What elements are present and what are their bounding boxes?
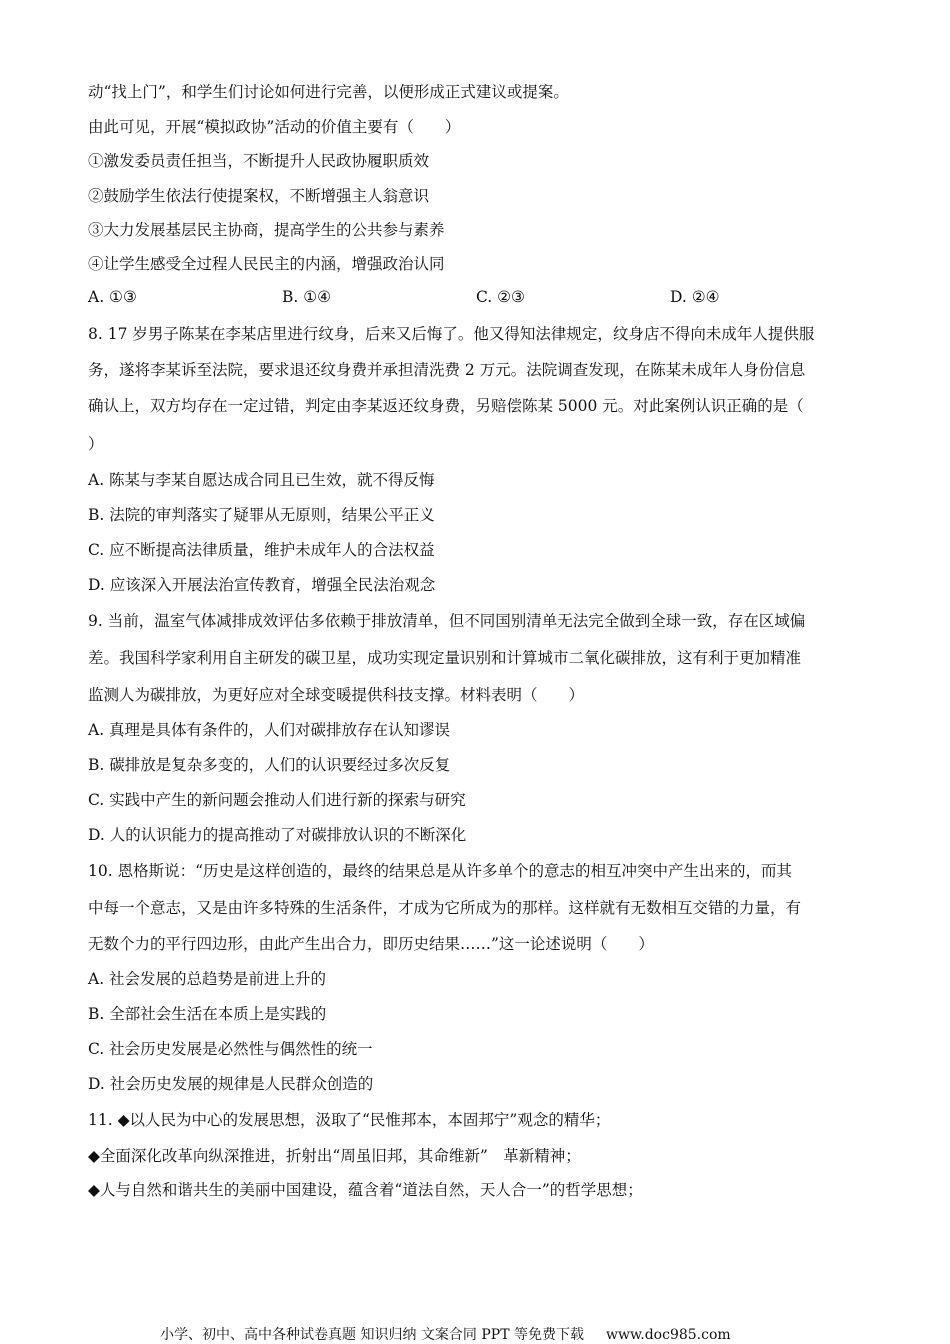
q8-option-d: D. 应该深入开展法治宣传教育，增强全民法治观念	[88, 576, 436, 594]
q7-option-c: C. ②③	[476, 288, 525, 306]
q11-line-1: 11. ◆以人民为中心的发展思想，汲取了“民惟邦本，本固邦宁”观念的精华；	[88, 1111, 611, 1129]
q10-stem-line-3: 无数个力的平行四边形，由此产生出合力，即历史结果……”这一论述说明（ ）	[88, 935, 654, 953]
q11-line-2: ◆全面深化改革向纵深推进，折射出“周虽旧邦，其命维新” 革新精神；	[88, 1147, 581, 1165]
footer-text: 小学、初中、高中各种试卷真题 知识归纳 文案合同 PPT 等免费下载	[160, 1327, 584, 1343]
q7-question: 由此可见，开展“模拟政协”活动的价值主要有（ ）	[88, 118, 461, 136]
q11-line-3: ◆人与自然和谐共生的美丽中国建设，蕴含着“道法自然，天人合一”的哲学思想；	[88, 1181, 643, 1199]
q9-option-b: B. 碳排放是复杂多变的，人们的认识要经过多次反复	[88, 756, 451, 774]
q7-option-d: D. ②④	[670, 288, 720, 306]
q8-stem-line-1: 8. 17 岁男子陈某在李某店里进行纹身，后来又后悔了。他又得知法律规定，纹身店不得向未成年人提供服	[88, 325, 815, 343]
q7-item-3: ③大力发展基层民主协商，提高学生的公共参与素养	[88, 221, 445, 239]
q7-option-b: B. ①④	[282, 288, 332, 306]
q10-stem-line-2: 中每一个意志，又是由许多特殊的生活条件，才成为它所成为的那样。这样就有无数相互交错的力量，有	[88, 899, 802, 917]
q7-option-a: A. ①③	[88, 288, 137, 306]
q10-option-d: D. 社会历史发展的规律是人民群众创造的	[88, 1075, 374, 1093]
q8-option-a: A. 陈某与李某自愿达成合同且已生效，就不得反悔	[88, 471, 435, 489]
footer-url[interactable]: www.doc985.com	[605, 1327, 731, 1343]
q10-stem-line-1: 10. 恩格斯说：“历史是这样创造的，最终的结果总是从许多单个的意志的相互冲突中产生出来的，而其	[88, 862, 793, 880]
q8-option-c: C. 应不断提高法律质量，维护未成年人的合法权益	[88, 541, 435, 559]
q10-option-a: A. 社会发展的总趋势是前进上升的	[88, 970, 327, 988]
q9-option-c: C. 实践中产生的新问题会推动人们进行新的探索与研究	[88, 791, 466, 809]
q7-item-2: ②鼓励学生依法行使提案权，不断增强主人翁意识	[88, 187, 430, 205]
q7-options	[88, 288, 868, 308]
q9-option-a: A. 真理是具体有条件的，人们对碳排放存在认知谬误	[88, 721, 451, 739]
q9-stem-line-2: 差。我国科学家利用自主研发的碳卫星，成功实现定量识别和计算城市二氧化碳排放，这有利于更加精准	[88, 649, 802, 667]
q8-stem-line-2: 务，遂将李某诉至法院，要求退还纹身费并承担清洗费 2 万元。法院调查发现，在陈某未成年人身份信息	[88, 361, 806, 379]
q8-stem-line-3: 确认上，双方均存在一定过错，判定由李某返还纹身费，另赔偿陈某 5000 元。对此案例认识正确的是（	[88, 397, 804, 415]
q7-item-1: ①激发委员责任担当，不断提升人民政协履职质效	[88, 152, 430, 170]
q7-intro-tail: 动“找上门”，和学生们讨论如何进行完善，以便形成正式建议或提案。	[88, 83, 569, 101]
q10-option-c: C. 社会历史发展是必然性与偶然性的统一	[88, 1040, 373, 1058]
q9-stem-line-1: 9. 当前，温室气体减排成效评估多依赖于排放清单，但不同国别清单无法完全做到全球一致，存在区域偏	[88, 612, 806, 630]
q8-option-b: B. 法院的审判落实了疑罪从无原则，结果公平正义	[88, 506, 435, 524]
q9-option-d: D. 人的认识能力的提高推动了对碳排放认识的不断深化	[88, 826, 467, 844]
q9-stem-line-3: 监测人为碳排放，为更好应对全球变暖提供科技支撑。材料表明（ ）	[88, 686, 585, 704]
page-footer	[160, 1324, 731, 1344]
q7-item-4: ④让学生感受全过程人民民主的内涵，增强政治认同	[88, 255, 445, 273]
q10-option-b: B. 全部社会生活在本质上是实践的	[88, 1005, 327, 1023]
q8-stem-line-4: ）	[88, 435, 104, 453]
